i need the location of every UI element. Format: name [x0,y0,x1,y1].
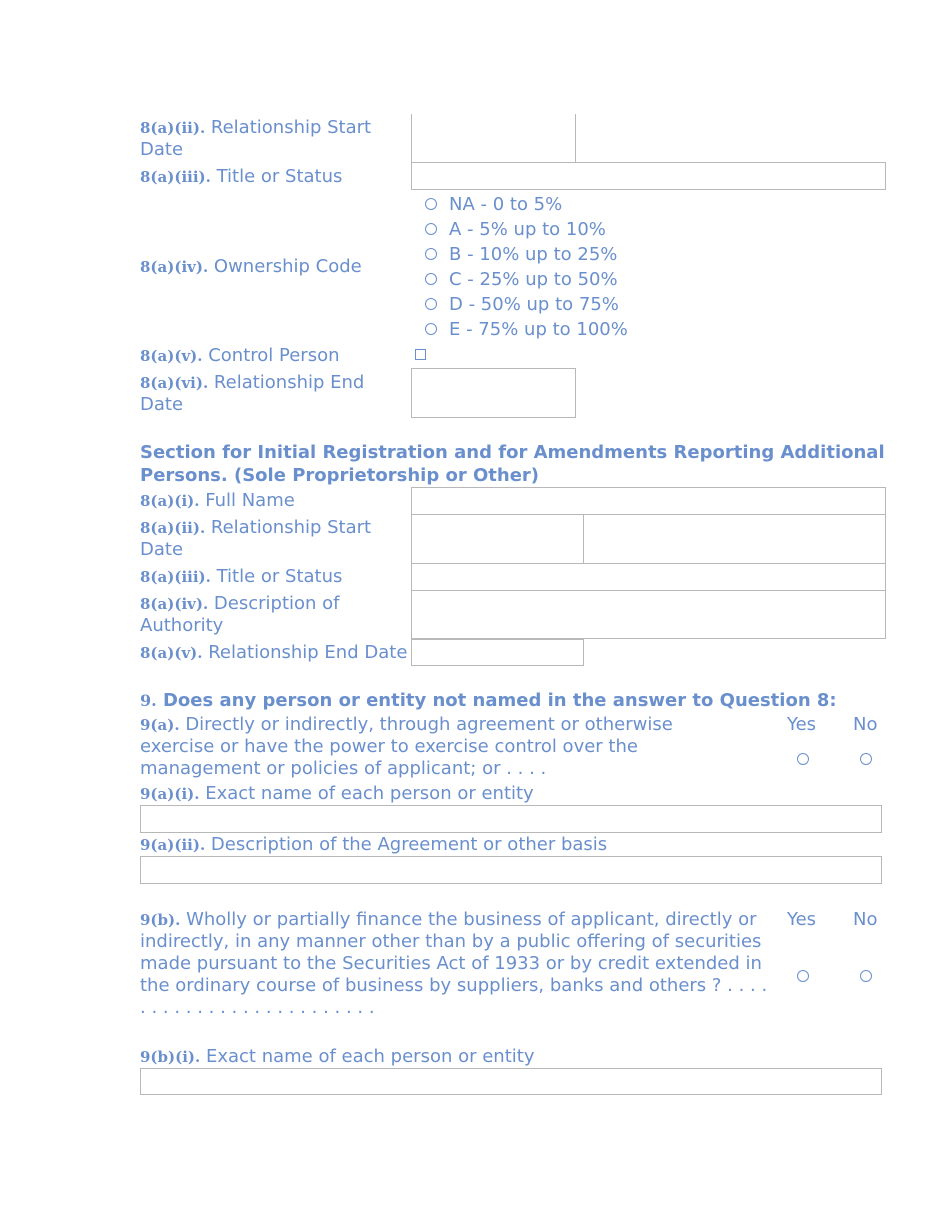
label-8ai-full-name: 8(a)(i). Full Name [140,490,295,511]
ownership-option[interactable]: C - 25% up to 50% [425,269,618,291]
radio-icon[interactable] [425,198,437,210]
9aii-agreement-field[interactable] [140,856,882,884]
yes-label: Yes [787,714,817,735]
question-9-heading: 9. Does any person or entity not named in the answer to Question 8: [140,690,837,711]
radio-icon[interactable] [425,248,437,260]
start-date-day-field-2[interactable] [583,514,886,564]
label-9ai: 9(a)(i). Exact name of each person or entity [140,783,534,804]
radio-icon[interactable] [425,298,437,310]
question-9a: 9(a). Directly or indirectly, through agreement or otherwise exercise or have the power to exercise control over the management or policies of applicant; or . . . . [140,714,673,779]
label-8aiii-title-2: 8(a)(iii). Title or Status [140,566,343,587]
title-status-field[interactable] [411,162,886,190]
start-date-month-field-2[interactable] [411,514,584,564]
ownership-option[interactable]: NA - 0 to 5% [425,194,562,216]
9bi-name-field[interactable] [140,1068,882,1095]
full-name-field[interactable] [411,487,886,515]
no-label: No [853,714,878,735]
label-8avi-end-date: 8(a)(vi). Relationship End Date [140,372,365,415]
start-date-day-field[interactable] [575,114,886,163]
9a-yes-radio-icon[interactable] [797,753,809,765]
authority-field[interactable] [411,590,886,639]
ownership-option[interactable]: D - 50% up to 75% [425,294,619,316]
radio-icon[interactable] [425,223,437,235]
title-status-field-2[interactable] [411,563,886,591]
label-8aii-start-date: 8(a)(ii). Relationship Start Date [140,117,372,160]
label-8aiv-ownership: 8(a)(iv). Ownership Code [140,256,362,277]
label-8aiii-title: 8(a)(iii). Title or Status [140,166,343,187]
ownership-option[interactable]: B - 10% up to 25% [425,244,617,266]
radio-icon[interactable] [425,273,437,285]
label-8aii-start-date-2: 8(a)(ii). Relationship Start Date [140,517,372,560]
question-9b: 9(b). Wholly or partially finance the business of applicant, directly or indirectly, in any manner other than by a public offering of securities made pursuant to the Securities Act of 1933 or by credit extended in the ordinary course of business by suppliers, banks and others ? . . . . . . . . . . . . . . . . . . . . . . . . . [140,909,768,1018]
end-date-field[interactable] [411,368,576,418]
section-heading: Section for Initial Registration and for Amendments Reporting Additional Persons. (Sole Proprietorship or Other) [140,442,885,486]
label-8aiv-authority: 8(a)(iv). Description of Authority [140,593,340,636]
9b-no-radio-icon[interactable] [860,970,872,982]
no-label-2: No [853,909,878,930]
label-8av-end-date: 8(a)(v). Relationship End Date [140,642,408,663]
radio-icon[interactable] [425,323,437,335]
label-9aii: 9(a)(ii). Description of the Agreement or other basis [140,834,608,855]
end-date-field-2[interactable] [411,639,584,666]
label-9bi: 9(b)(i). Exact name of each person or entity [140,1046,535,1067]
ownership-option[interactable]: E - 75% up to 100% [425,319,628,341]
label-8av-control: 8(a)(v). Control Person [140,345,340,366]
yes-label-2: Yes [787,909,817,930]
ownership-option[interactable]: A - 5% up to 10% [425,219,606,241]
start-date-month-field[interactable] [411,114,576,163]
9b-yes-radio-icon[interactable] [797,970,809,982]
9a-no-radio-icon[interactable] [860,753,872,765]
9ai-name-field[interactable] [140,805,882,833]
control-person-checkbox[interactable] [415,349,426,360]
